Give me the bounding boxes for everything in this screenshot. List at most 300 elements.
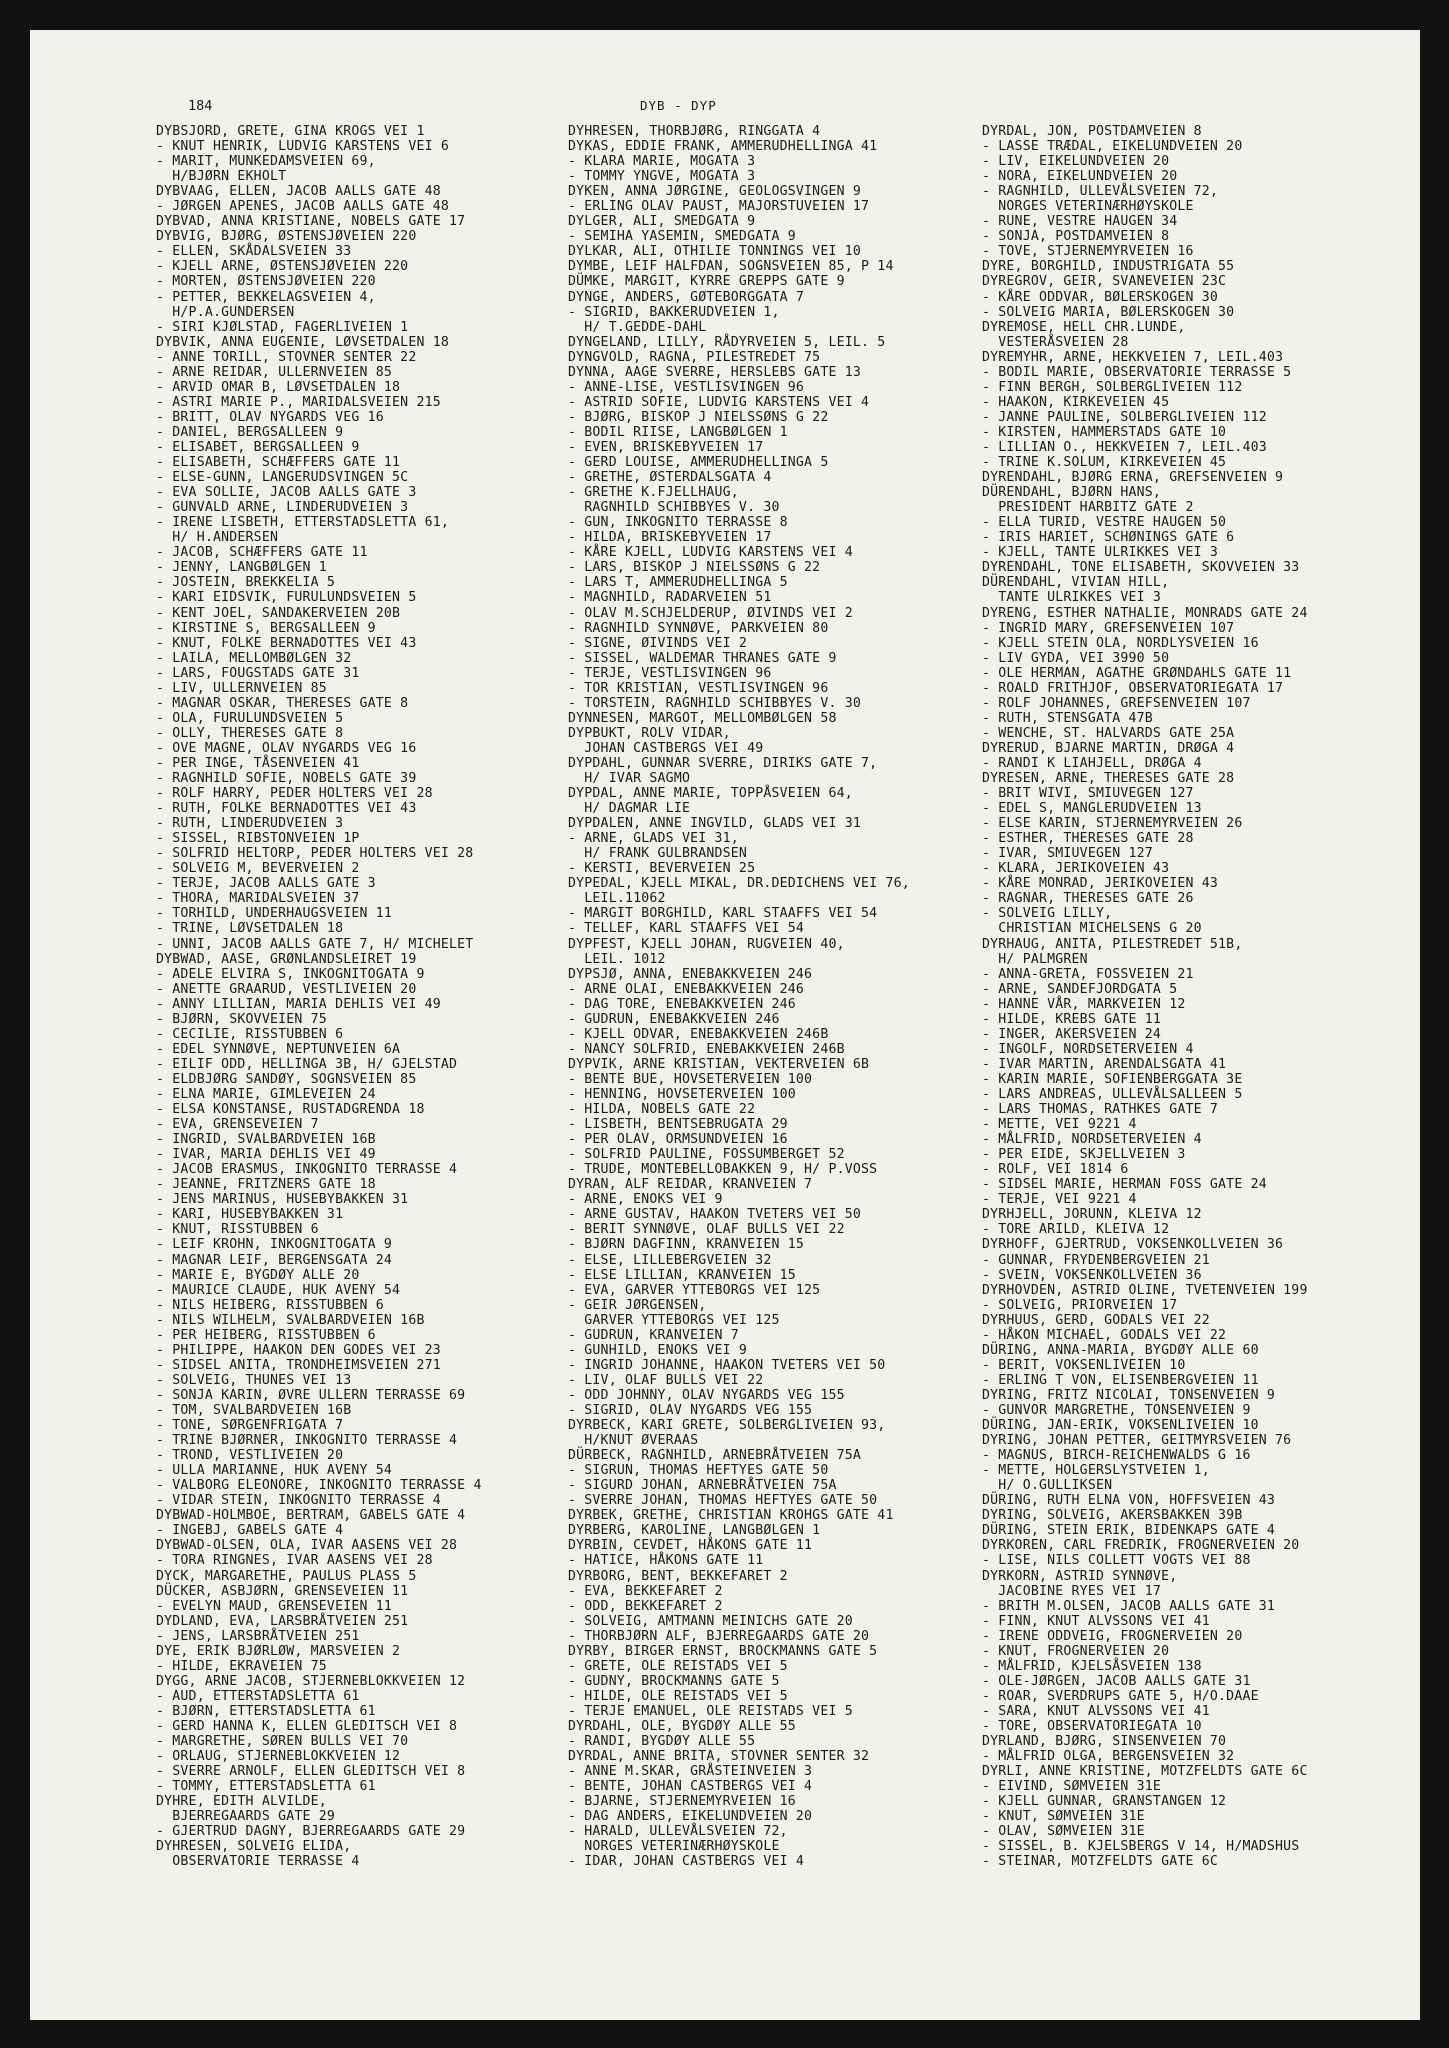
directory-entry: - DAG TORE, ENEBAKKVEIEN 246 — [568, 996, 796, 1012]
directory-entry: - EVA SOLLIE, JACOB AALLS GATE 3 — [156, 485, 417, 501]
directory-entry: DYMBE, LEIF HALFDAN, SOGNSVEIEN 85, P 14 — [568, 259, 894, 275]
directory-entry: - INGRID JOHANNE, HAAKON TVETERS VEI 50 — [568, 1357, 886, 1373]
directory-entry: - ARNE, ENOKS VEI 9 — [568, 1192, 723, 1208]
directory-entry: - SISSEL, RIBSTONVEIEN 1P — [156, 831, 360, 847]
directory-entry: - MAGNHILD, RADARVEIEN 51 — [568, 590, 772, 606]
directory-entry: - TERJE, JACOB AALLS GATE 3 — [156, 876, 376, 892]
directory-entry: - SONJA KARIN, ØVRE ULLERN TERRASSE 69 — [156, 1387, 466, 1403]
directory-entry: - BENTE BUE, HOVSETERVEIEN 100 — [568, 1071, 813, 1087]
directory-entry: - GRETE, OLE REISTADS VEI 5 — [568, 1658, 788, 1674]
directory-entry: DYBSJORD, GRETE, GINA KROGS VEI 1 — [156, 124, 425, 139]
directory-entry: - ELSE KARIN, STJERNEMYRVEIEN 26 — [982, 816, 1243, 832]
directory-entry: - KJELL ARNE, ØSTENSJØVEIEN 220 — [156, 259, 409, 275]
directory-entry: - TERJE, VEI 9221 4 — [982, 1192, 1137, 1208]
directory-entry: - MÅLFRID, NORDSETERVEIEN 4 — [982, 1132, 1202, 1148]
directory-entry: - BERIT, VOKSENLIVEIEN 10 — [982, 1357, 1186, 1373]
directory-entry: - KENT JOEL, SANDAKERVEIEN 20B — [156, 605, 401, 621]
directory-entry: - RUTH, LINDERUDVEIEN 3 — [156, 816, 344, 832]
directory-entry: DYPDALEN, ANNE INGVILD, GLADS VEI 31 — [568, 816, 862, 832]
directory-entry: - ARVID OMAR B, LØVSETDALEN 18 — [156, 379, 401, 395]
directory-entry: - BJØRN DAGFINN, KRANVEIEN 15 — [568, 1237, 805, 1253]
directory-entry: - OLLY, THERESES GATE 8 — [156, 725, 344, 741]
directory-entry: - IRENE LISBETH, ETTERSTADSLETTA 61, — [156, 515, 450, 531]
directory-entry: - PHILIPPE, HAAKON DEN GODES VEI 23 — [156, 1342, 441, 1358]
directory-entry: DYRENDAHL, TONE ELISABETH, SKOVVEIEN 33 — [982, 560, 1300, 576]
directory-entry: - ELSE, LILLEBERGVEIEN 32 — [568, 1252, 772, 1268]
directory-entry: DYRING, SOLVEIG, AKERSBAKKEN 39B — [982, 1508, 1243, 1524]
directory-entry: - NILS HEIBERG, RISSTUBBEN 6 — [156, 1297, 384, 1313]
directory-entry: - OLAV, SØMVEIEN 31E — [982, 1824, 1145, 1840]
directory-entry: H/ O.GULLIKSEN — [982, 1478, 1113, 1494]
directory-entry: - TORA RINGNES, IVAR AASENS VEI 28 — [156, 1553, 433, 1569]
directory-entry: - HILDE, KREBS GATE 11 — [982, 1011, 1162, 1027]
directory-entry: - OLA, FURULUNDSVEIEN 5 — [156, 710, 344, 726]
directory-entry: DYPVIK, ARNE KRISTIAN, VEKTERVEIEN 6B — [568, 1056, 870, 1072]
directory-entry: DYHRESEN, SOLVEIG ELIDA, — [156, 1839, 352, 1855]
directory-entry: - BJØRN, SKOVVEIEN 75 — [156, 1011, 327, 1027]
directory-entry: DYPEDAL, KJELL MIKAL, DR.DEDICHENS VEI 76, — [568, 876, 910, 892]
directory-entry: DYRENDAHL, BJØRG ERNA, GREFSENVEIEN 9 — [982, 470, 1284, 486]
directory-entry: - INGEBJ, GABELS GATE 4 — [156, 1523, 344, 1539]
directory-entry: DYNGE, ANDERS, GØTEBORGGATA 7 — [568, 289, 805, 305]
directory-entry: - MAGNAR OSKAR, THERESES GATE 8 — [156, 695, 409, 711]
directory-entry: - TOMMY, ETTERSTADSLETTA 61 — [156, 1779, 376, 1795]
directory-entry: - ELSE LILLIAN, KRANVEIEN 15 — [568, 1267, 796, 1283]
directory-entry: - BRITT, OLAV NYGARDS VEG 16 — [156, 409, 384, 425]
directory-entry: - BODIL MARIE, OBSERVATORIE TERRASSE 5 — [982, 364, 1292, 380]
directory-entry: - PER INGE, TÅSENVEIEN 41 — [156, 755, 360, 771]
directory-entry: - IRENE ODDVEIG, FROGNERVEIEN 20 — [982, 1628, 1243, 1644]
directory-entry: - KARI EIDSVIK, FURULUNDSVEIEN 5 — [156, 590, 417, 606]
directory-entry: - ROALD FRITHJOF, OBSERVATORIEGATA 17 — [982, 680, 1284, 696]
directory-entry: DYNNA, AAGE SVERRE, HERSLEBS GATE 13 — [568, 364, 862, 380]
directory-entry: - ARNE, GLADS VEI 31, — [568, 831, 739, 847]
directory-entry: - TERJE, VESTLISVINGEN 96 — [568, 665, 772, 681]
directory-entry: - TORE, OBSERVATORIEGATA 10 — [982, 1718, 1202, 1734]
directory-entry: - GRETHE K.FJELLHAUG, — [568, 485, 739, 501]
directory-entry: - HILDA, BRISKEBYVEIEN 17 — [568, 530, 772, 546]
directory-entry: DYRDAL, ANNE BRITA, STOVNER SENTER 32 — [568, 1749, 870, 1765]
directory-entry: - KNUT, RISSTUBBEN 6 — [156, 1222, 319, 1238]
directory-entry: - HILDA, NOBELS GATE 22 — [568, 1102, 756, 1118]
directory-entry: - ELISABETH, SCHÆFFERS GATE 11 — [156, 455, 401, 471]
directory-entry: - TOVE, STJERNEMYRVEIEN 16 — [982, 244, 1194, 260]
directory-entry: - TELLEF, KARL STAAFFS VEI 54 — [568, 921, 805, 937]
directory-entry: DYRING, JOHAN PETTER, GEITMYRSVEIEN 76 — [982, 1433, 1292, 1449]
directory-entry: - MARIE E, BYGDØY ALLE 20 — [156, 1267, 360, 1283]
directory-entry: DYRHOVDEN, ASTRID OLINE, TVETENVEIEN 199 — [982, 1282, 1308, 1298]
directory-entry: RAGNHILD SCHIBBYES V. 30 — [568, 500, 780, 516]
directory-entry: H/ FRANK GULBRANDSEN — [568, 846, 748, 862]
directory-entry: H/ H.ANDERSEN — [156, 530, 279, 546]
directory-entry: DYPSJØ, ANNA, ENEBAKKVEIEN 246 — [568, 966, 813, 982]
directory-entry: - SOLFRID HELTORP, PEDER HOLTERS VEI 28 — [156, 846, 474, 862]
directory-entry: - EDEL S, MANGLERUDVEIEN 13 — [982, 801, 1202, 817]
directory-entry: LEIL. 1012 — [568, 951, 666, 967]
directory-column-3 — [982, 124, 1420, 1869]
directory-entry: DYRDAHL, OLE, BYGDØY ALLE 55 — [568, 1718, 796, 1734]
directory-entry: - TRINE K.SOLUM, KIRKEVEIEN 45 — [982, 455, 1227, 471]
directory-entry: - MARIT, MUNKEDAMSVEIEN 69, — [156, 154, 376, 170]
directory-entry: - HARALD, ULLEVÅLSVEIEN 72, — [568, 1824, 788, 1840]
directory-entry: - ANNA-GRETA, FOSSVEIEN 21 — [982, 966, 1194, 982]
directory-entry: DYRHJELL, JORUNN, KLEIVA 12 — [982, 1207, 1202, 1223]
directory-entry: - ARNE, SANDEFJORDGATA 5 — [982, 981, 1178, 997]
directory-entry: - RUTH, FOLKE BERNADOTTES VEI 43 — [156, 801, 417, 817]
directory-entry: - RUTH, STENSGATA 47B — [982, 710, 1153, 726]
directory-entry: - IVAR, MARIA DEHLIS VEI 49 — [156, 1147, 376, 1163]
directory-entry: - LISE, NILS COLLETT VOGTS VEI 88 — [982, 1553, 1251, 1569]
directory-entry: - GERD LOUISE, AMMERUDHELLINGA 5 — [568, 455, 829, 471]
directory-entry: - RAGNHILD SOFIE, NOBELS GATE 39 — [156, 771, 417, 787]
directory-entry: - INGRID MARY, GREFSENVEIEN 107 — [982, 620, 1235, 636]
directory-entry: - BENTE, JOHAN CASTBERGS VEI 4 — [568, 1779, 813, 1795]
directory-entry: - GUNVALD ARNE, LINDERUDVEIEN 3 — [156, 500, 409, 516]
directory-entry: - JACOB, SCHÆFFERS GATE 11 — [156, 545, 368, 561]
directory-entry: - KJELL GUNNAR, GRANSTANGEN 12 — [982, 1794, 1227, 1810]
directory-entry: - SIGRID, OLAV NYGARDS VEG 155 — [568, 1402, 813, 1418]
directory-entry: - EVELYN MAUD, GRENSEVEIEN 11 — [156, 1598, 393, 1614]
directory-entry: - BJØRN, ETTERSTADSLETTA 61 — [156, 1703, 376, 1719]
directory-entry: - KARIN MARIE, SOFIENBERGGATA 3E — [982, 1071, 1243, 1087]
directory-entry: - KJELL STEIN OLA, NORDLYSVEIEN 16 — [982, 635, 1259, 651]
directory-entry: - GRETHE, ØSTERDALSGATA 4 — [568, 470, 772, 486]
directory-entry: - SIGNE, ØIVINDS VEI 2 — [568, 635, 748, 651]
directory-entry: - RUNE, VESTRE HAUGEN 34 — [982, 214, 1178, 230]
directory-entry: - IVAR, SMIUVEGEN 127 — [982, 846, 1153, 862]
directory-entry: - KNUT, FROGNERVEIEN 20 — [982, 1643, 1170, 1659]
directory-entry: - GEIR JØRGENSEN, — [568, 1297, 707, 1313]
directory-entry: - ELSA KONSTANSE, RUSTADGRENDA 18 — [156, 1102, 425, 1118]
directory-entry: - SIDSEL ANITA, TRONDHEIMSVEIEN 271 — [156, 1357, 441, 1373]
directory-entry: CHRISTIAN MICHELSENS G 20 — [982, 921, 1202, 937]
directory-entry: - ERLING OLAV PAUST, MAJORSTUVEIEN 17 — [568, 199, 870, 215]
directory-entry: - STEINAR, MOTZFELDTS GATE 6C — [982, 1854, 1219, 1870]
directory-entry: - ERLING T VON, ELISENBERGVEIEN 11 — [982, 1372, 1259, 1388]
directory-entry: - SOLVEIG M, BEVERVEIEN 2 — [156, 861, 360, 877]
directory-entry: - ANNY LILLIAN, MARIA DEHLIS VEI 49 — [156, 996, 441, 1012]
directory-entry: DYRING, FRITZ NICOLAI, TONSENVEIEN 9 — [982, 1387, 1276, 1403]
directory-entry: DYRENG, ESTHER NATHALIE, MONRADS GATE 24 — [982, 605, 1308, 621]
directory-entry: - RANDI, BYGDØY ALLE 55 — [568, 1734, 756, 1750]
directory-entry: - GUDNY, BROCKMANNS GATE 5 — [568, 1673, 780, 1689]
directory-entry: - LARS T, AMMERUDHELLINGA 5 — [568, 575, 788, 591]
directory-entry: - METTE, VEI 9221 4 — [982, 1117, 1137, 1133]
directory-entry: DÜRING, ANNA-MARIA, BYGDØY ALLE 60 — [982, 1342, 1259, 1358]
directory-entry: - OLE HERMAN, AGATHE GRØNDAHLS GATE 11 — [982, 665, 1292, 681]
directory-entry: DÜRING, STEIN ERIK, BIDENKAPS GATE 4 — [982, 1523, 1276, 1539]
directory-entry: DÜMKE, MARGIT, KYRRE GREPPS GATE 9 — [568, 274, 845, 290]
page-number: 184 — [188, 98, 213, 114]
directory-entry: - SOLVEIG LILLY, — [982, 906, 1113, 922]
directory-entry: DYNGELAND, LILLY, RÅDYRVEIEN 5, LEIL. 5 — [568, 334, 886, 350]
directory-entry: - KJELL, TANTE ULRIKKES VEI 3 — [982, 545, 1219, 561]
directory-entry: OBSERVATORIE TERRASSE 4 — [156, 1854, 360, 1870]
directory-entry: - KNUT HENRIK, LUDVIG KARSTENS VEI 6 — [156, 139, 450, 155]
directory-entry: DYBVIK, ANNA EUGENIE, LØVSETDALEN 18 — [156, 334, 450, 350]
directory-entry: - SVEIN, VOKSENKOLLVEIEN 36 — [982, 1267, 1202, 1283]
directory-entry: - THORA, MARIDALSVEIEN 37 — [156, 891, 360, 907]
directory-entry: - ORLAUG, STJERNEBLOKKVEIEN 12 — [156, 1749, 401, 1765]
directory-entry: JACOBINE RYES VEI 17 — [982, 1583, 1162, 1599]
directory-entry: - SOLVEIG, PRIORVEIEN 17 — [982, 1297, 1178, 1313]
directory-entry: H/ T.GEDDE-DAHL — [568, 319, 707, 335]
directory-entry: - NILS WILHELM, SVALBARDVEIEN 16B — [156, 1312, 425, 1328]
directory-entry: DYBWAD-HOLMBOE, BERTRAM, GABELS GATE 4 — [156, 1508, 466, 1524]
directory-entry: NORGES VETERINÆRHØYSKOLE — [568, 1839, 780, 1855]
directory-entry: - BERIT SYNNØVE, OLAF BULLS VEI 22 — [568, 1222, 845, 1238]
directory-entry: - OLE-JØRGEN, JACOB AALLS GATE 31 — [982, 1673, 1251, 1689]
directory-entry: - ASTRID SOFIE, LUDVIG KARSTENS VEI 4 — [568, 394, 870, 410]
directory-entry: H/KNUT ØVERAAS — [568, 1433, 699, 1449]
directory-entry: - MÅLFRID, KJELSÅSVEIEN 138 — [982, 1658, 1202, 1674]
directory-entry: - GJERTRUD DAGNY, BJERREGAARDS GATE 29 — [156, 1824, 466, 1840]
directory-entry: - GUNVOR MARGRETHE, TONSENVEIEN 9 — [982, 1402, 1251, 1418]
directory-entry: DYRERUD, BJARNE MARTIN, DRØGA 4 — [982, 740, 1235, 756]
directory-entry: H/P.A.GUNDERSEN — [156, 304, 295, 320]
directory-entry: - TRINE, LØVSETDALEN 18 — [156, 921, 344, 937]
directory-entry: - KERSTI, BEVERVEIEN 25 — [568, 861, 756, 877]
directory-entry: - ARNE OLAI, ENEBAKKVEIEN 246 — [568, 981, 805, 997]
directory-entry: - ODD, BEKKEFARET 2 — [568, 1598, 723, 1614]
directory-entry: DYRBECK, KARI GRETE, SOLBERGLIVEIEN 93, — [568, 1418, 886, 1434]
directory-entry: - EVA, GARVER YTTEBORGS VEI 125 — [568, 1282, 821, 1298]
directory-entry: - AUD, ETTERSTADSLETTA 61 — [156, 1688, 360, 1704]
directory-entry: - KÅRE KJELL, LUDVIG KARSTENS VEI 4 — [568, 545, 853, 561]
directory-entry: - NANCY SOLFRID, ENEBAKKVEIEN 246B — [568, 1041, 845, 1057]
directory-entry: GARVER YTTEBORGS VEI 125 — [568, 1312, 780, 1328]
directory-entry: - GUNHILD, ENOKS VEI 9 — [568, 1342, 748, 1358]
directory-entry: - MAURICE CLAUDE, HUK AVENY 54 — [156, 1282, 401, 1298]
directory-entry: DYDLAND, EVA, LARSBRÅTVEIEN 251 — [156, 1613, 409, 1629]
directory-entry: - KNUT, FOLKE BERNADOTTES VEI 43 — [156, 635, 417, 651]
directory-entry: - SIGRUN, THOMAS HEFTYES GATE 50 — [568, 1463, 829, 1479]
directory-entry: - ARNE REIDAR, ULLERNVEIEN 85 — [156, 364, 393, 380]
directory-entry: - SARA, KNUT ALVSSONS VEI 41 — [982, 1703, 1210, 1719]
directory-entry: - SVERRE ARNOLF, ELLEN GLEDITSCH VEI 8 — [156, 1764, 466, 1780]
directory-entry: - PETTER, BEKKELAGSVEIEN 4, — [156, 289, 376, 305]
directory-entry: DYGG, ARNE JACOB, STJERNEBLOKKVEIEN 12 — [156, 1673, 466, 1689]
directory-entry: TANTE ULRIKKES VEI 3 — [982, 590, 1162, 606]
directory-entry: DYRBIN, CEVDET, HÅKONS GATE 11 — [568, 1538, 813, 1554]
directory-entry: - HÅKON MICHAEL, GODALS VEI 22 — [982, 1327, 1227, 1343]
directory-entry: - IDAR, JOHAN CASTBERGS VEI 4 — [568, 1854, 805, 1870]
directory-entry: DYBVAD, ANNA KRISTIANE, NOBELS GATE 17 — [156, 214, 466, 230]
directory-entry: DYPDAHL, GUNNAR SVERRE, DIRIKS GATE 7, — [568, 755, 878, 771]
directory-page — [30, 30, 1420, 2020]
directory-entry: - LIV, ULLERNVEIEN 85 — [156, 680, 327, 696]
directory-entry: - MÅLFRID OLGA, BERGENSVEIEN 32 — [982, 1749, 1235, 1765]
directory-entry: - ASTRI MARIE P., MARIDALSVEIEN 215 — [156, 394, 441, 410]
directory-entry: - LIV, OLAF BULLS VEI 22 — [568, 1372, 764, 1388]
directory-entry: - ELDBJØRG SANDØY, SOGNSVEIEN 85 — [156, 1071, 417, 1087]
directory-entry: - RAGNAR, THERESES GATE 26 — [982, 891, 1194, 907]
directory-entry: DYKAS, EDDIE FRANK, AMMERUDHELLINGA 41 — [568, 139, 878, 155]
directory-entry: - ANNE M.SKAR, GRÅSTEINVEIEN 3 — [568, 1764, 813, 1780]
directory-entry: DYRLAND, BJØRG, SINSENVEIEN 70 — [982, 1734, 1227, 1750]
directory-entry: DYRHUUS, GERD, GODALS VEI 22 — [982, 1312, 1210, 1328]
directory-entry: - BJARNE, STJERNEMYRVEIEN 16 — [568, 1794, 796, 1810]
directory-entry: - SIDSEL MARIE, HERMAN FOSS GATE 24 — [982, 1177, 1267, 1193]
directory-entry: DYRKORN, ASTRID SYNNØVE, — [982, 1568, 1178, 1584]
directory-entry: H/ PALMGREN — [982, 951, 1088, 967]
directory-entry: - EVA, GRENSEVEIEN 7 — [156, 1117, 319, 1133]
directory-entry: - PER OLAV, ORMSUNDVEIEN 16 — [568, 1132, 788, 1148]
directory-entry: - ROLF JOHANNES, GREFSENVEIEN 107 — [982, 695, 1251, 711]
directory-entry: - ARNE GUSTAV, HAAKON TVETERS VEI 50 — [568, 1207, 862, 1223]
directory-entry: - KÅRE MONRAD, JERIKOVEIEN 43 — [982, 876, 1219, 892]
directory-entry: DYNNESEN, MARGOT, MELLOMBØLGEN 58 — [568, 710, 837, 726]
directory-entry: DYRBERG, KAROLINE, LANGBØLGEN 1 — [568, 1523, 821, 1539]
directory-entry: BJERREGAARDS GATE 29 — [156, 1809, 336, 1825]
directory-entry: - LEIF KROHN, INKOGNITOGATA 9 — [156, 1237, 393, 1253]
directory-entry: DYRBEK, GRETHE, CHRISTIAN KROHGS GATE 41 — [568, 1508, 894, 1524]
directory-entry: - LISBETH, BENTSEBRUGATA 29 — [568, 1117, 788, 1133]
directory-entry: - HATICE, HÅKONS GATE 11 — [568, 1553, 764, 1569]
directory-entry: - IVAR MARTIN, ARENDALSGATA 41 — [982, 1056, 1227, 1072]
directory-entry: - ELNA MARIE, GIMLEVEIEN 24 — [156, 1087, 376, 1102]
directory-entry: - LARS ANDREAS, ULLEVÅLSALLEEN 5 — [982, 1087, 1243, 1102]
directory-entry: DYPDAL, ANNE MARIE, TOPPÅSVEIEN 64, — [568, 786, 853, 802]
directory-entry: - GUDRUN, ENEBAKKVEIEN 246 — [568, 1011, 780, 1027]
directory-entry: - SISSEL, WALDEMAR THRANES GATE 9 — [568, 650, 837, 666]
directory-entry: DYLKAR, ALI, OTHILIE TONNINGS VEI 10 — [568, 244, 862, 260]
directory-entry: - JENS MARINUS, HUSEBYBAKKEN 31 — [156, 1192, 409, 1208]
directory-entry: - OLAV M.SCHJELDERUP, ØIVINDS VEI 2 — [568, 605, 853, 621]
directory-entry: - UNNI, JACOB AALLS GATE 7, H/ MICHELET — [156, 936, 474, 952]
directory-entry: - NORA, EIKELUNDVEIEN 20 — [982, 169, 1178, 185]
directory-entry: - KJELL ODVAR, ENEBAKKVEIEN 246B — [568, 1026, 829, 1042]
directory-entry: - OVE MAGNE, OLAV NYGARDS VEG 16 — [156, 740, 417, 756]
directory-entry: - KÅRE ODDVAR, BØLERSKOGEN 30 — [982, 289, 1219, 305]
directory-entry: - SOLVEIG MARIA, BØLERSKOGEN 30 — [982, 304, 1235, 320]
directory-entry: - IRIS HARIET, SCHØNINGS GATE 6 — [982, 530, 1235, 546]
directory-entry: - HENNING, HOVSETERVEIEN 100 — [568, 1087, 796, 1102]
directory-entry: - METTE, HOLGERSLYSTVEIEN 1, — [982, 1463, 1210, 1479]
directory-entry: - INGRID, SVALBARDVEIEN 16B — [156, 1132, 376, 1148]
directory-entry: DYRLI, ANNE KRISTINE, MOTZFELDTS GATE 6C — [982, 1764, 1308, 1780]
directory-entry: - LIV GYDA, VEI 3990 50 — [982, 650, 1170, 666]
directory-entry: - SOLVEIG, AMTMANN MEINICHS GATE 20 — [568, 1613, 853, 1629]
directory-entry: - SOLVEIG, THUNES VEI 13 — [156, 1372, 352, 1388]
directory-entry: - JENS, LARSBRÅTVEIEN 251 — [156, 1628, 360, 1644]
directory-entry: - LARS THOMAS, RATHKES GATE 7 — [982, 1102, 1219, 1118]
directory-entry: - TORE ARILD, KLEIVA 12 — [982, 1222, 1170, 1238]
directory-entry: - ADELE ELVIRA S, INKOGNITOGATA 9 — [156, 966, 425, 982]
directory-entry: - GUDRUN, KRANVEIEN 7 — [568, 1327, 739, 1343]
directory-entry: - MORTEN, ØSTENSJØVEIEN 220 — [156, 274, 376, 290]
directory-entry: DÜRING, JAN-ERIK, VOKSENLIVEIEN 10 — [982, 1418, 1259, 1434]
directory-entry: - GUNNAR, FRYDENBERGVEIEN 21 — [982, 1252, 1210, 1268]
directory-entry: - HILDE, OLE REISTADS VEI 5 — [568, 1688, 788, 1704]
directory-entry: - SISSEL, B. KJELSBERGS V 14, H/MADSHUS — [982, 1839, 1300, 1855]
directory-entry: DYBWAD, AASE, GRØNLANDSLEIRET 19 — [156, 951, 417, 967]
directory-entry: - KARI, HUSEBYBAKKEN 31 — [156, 1207, 344, 1223]
directory-entry: - RAGNHILD, ULLEVÅLSVEIEN 72, — [982, 184, 1219, 200]
directory-entry: - TRINE BJØRNER, INKOGNITO TERRASSE 4 — [156, 1433, 458, 1449]
directory-entry: - PER HEIBERG, RISSTUBBEN 6 — [156, 1327, 376, 1343]
directory-entry: - DANIEL, BERGSALLEEN 9 — [156, 424, 344, 440]
directory-entry: - SEMIHA YASEMIN, SMEDGATA 9 — [568, 229, 796, 245]
directory-entry: DYKEN, ANNA JØRGINE, GEOLOGSVINGEN 9 — [568, 184, 862, 200]
directory-entry: - JØRGEN APENES, JACOB AALLS GATE 48 — [156, 199, 450, 215]
directory-entry: PRESIDENT HARBITZ GATE 2 — [982, 500, 1194, 516]
directory-entry: - JENNY, LANGBØLGEN 1 — [156, 560, 327, 576]
directory-entry: - LASSE TRÆDAL, EIKELUNDVEIEN 20 — [982, 139, 1243, 155]
directory-entry: - ROAR, SVERDRUPS GATE 5, H/O.DAAE — [982, 1688, 1259, 1704]
directory-entry: - CECILIE, RISSTUBBEN 6 — [156, 1026, 344, 1042]
directory-entry: NORGES VETERINÆRHØYSKOLE — [982, 199, 1194, 215]
directory-entry: DYRE, BORGHILD, INDUSTRIGATA 55 — [982, 259, 1235, 275]
directory-entry: - EIVIND, SØMVEIEN 31E — [982, 1779, 1162, 1795]
directory-entry: - BJØRG, BISKOP J NIELSSØNS G 22 — [568, 409, 829, 425]
directory-entry: JOHAN CASTBERGS VEI 49 — [568, 740, 764, 756]
directory-entry: - ESTHER, THERESES GATE 28 — [982, 831, 1194, 847]
directory-entry: - KLARA MARIE, MOGATA 3 — [568, 154, 756, 170]
directory-entry: DYRKOREN, CARL FREDRIK, FROGNERVEIEN 20 — [982, 1538, 1300, 1554]
directory-entry: DYRHOFF, GJERTRUD, VOKSENKOLLVEIEN 36 — [982, 1237, 1284, 1253]
directory-entry: - KNUT, SØMVEIEN 31E — [982, 1809, 1145, 1825]
directory-entry: - WENCHE, ST. HALVARDS GATE 25A — [982, 725, 1235, 741]
directory-entry: - PER EIDE, SKJELLVEIEN 3 — [982, 1147, 1186, 1163]
directory-entry: DYNGVOLD, RAGNA, PILESTREDET 75 — [568, 349, 821, 365]
directory-entry: - KIRSTEN, HAMMERSTADS GATE 10 — [982, 424, 1227, 440]
directory-entry: - SOLFRID PAULINE, FOSSUMBERGET 52 — [568, 1147, 845, 1163]
directory-entry: DÜRENDAHL, BJØRN HANS, — [982, 485, 1162, 501]
directory-entry: - JANNE PAULINE, SOLBERGLIVEIEN 112 — [982, 409, 1267, 425]
directory-entry: - GUN, INKOGNITO TERRASSE 8 — [568, 515, 788, 531]
directory-entry: - EILIF ODD, HELLINGA 3B, H/ GJELSTAD — [156, 1056, 458, 1072]
directory-entry: - VALBORG ELEONORE, INKOGNITO TERRASSE 4 — [156, 1478, 482, 1494]
directory-entry: - BODIL RIISE, LANGBØLGEN 1 — [568, 424, 788, 440]
directory-entry: - SONJA, POSTDAMVEIEN 8 — [982, 229, 1170, 245]
directory-entry: - TERJE EMANUEL, OLE REISTADS VEI 5 — [568, 1703, 853, 1719]
directory-entry: - TOR KRISTIAN, VESTLISVINGEN 96 — [568, 680, 829, 696]
directory-entry: DYREGROV, GEIR, SVANEVEIEN 23C — [982, 274, 1227, 290]
directory-entry: - TRUDE, MONTEBELLOBAKKEN 9, H/ P.VOSS — [568, 1162, 878, 1178]
directory-entry: H/ IVAR SAGMO — [568, 771, 691, 787]
directory-entry: - ROLF HARRY, PEDER HOLTERS VEI 28 — [156, 786, 433, 802]
directory-entry: DYRHAUG, ANITA, PILESTREDET 51B, — [982, 936, 1243, 952]
directory-entry: - MAGNUS, BIRCH-REICHENWALDS G 16 — [982, 1448, 1251, 1464]
directory-entry: - ULLA MARIANNE, HUK AVENY 54 — [156, 1463, 393, 1479]
page-header — [30, 98, 1420, 118]
running-head: DYB - DYP — [640, 98, 717, 113]
directory-column-1 — [156, 124, 606, 1869]
directory-entry: - MAGNAR LEIF, BERGENSGATA 24 — [156, 1252, 393, 1268]
directory-entry: DYLGER, ALI, SMEDGATA 9 — [568, 214, 756, 230]
directory-entry: - KLARA, JERIKOVEIEN 43 — [982, 861, 1170, 877]
directory-entry: DYBWAD-OLSEN, OLA, IVAR AASENS VEI 28 — [156, 1538, 458, 1554]
directory-entry: DYRESEN, ARNE, THERESES GATE 28 — [982, 771, 1235, 787]
directory-entry: DYBVAAG, ELLEN, JACOB AALLS GATE 48 — [156, 184, 441, 200]
directory-entry: - JOSTEIN, BREKKELIA 5 — [156, 575, 336, 591]
directory-entry: - EDEL SYNNØVE, NEPTUNVEIEN 6A — [156, 1041, 401, 1057]
directory-entry: DYE, ERIK BJØRLØW, MARSVEIEN 2 — [156, 1643, 401, 1659]
directory-entry: LEIL.11062 — [568, 891, 666, 907]
directory-entry: - RANDI K LIAHJELL, DRØGA 4 — [982, 755, 1202, 771]
directory-entry: - ELSE-GUNN, LANGERUDSVINGEN 5C — [156, 470, 409, 486]
directory-entry: - SIRI KJØLSTAD, FAGERLIVEIEN 1 — [156, 319, 409, 335]
directory-entry: - JACOB ERASMUS, INKOGNITO TERRASSE 4 — [156, 1162, 458, 1178]
directory-entry: - ELISABET, BERGSALLEEN 9 — [156, 439, 360, 455]
directory-entry: - HANNE VÅR, MARKVEIEN 12 — [982, 996, 1186, 1012]
directory-entry: - HAAKON, KIRKEVEIEN 45 — [982, 394, 1170, 410]
directory-entry: - ANNE TORILL, STOVNER SENTER 22 — [156, 349, 417, 365]
directory-entry: - TORHILD, UNDERHAUGSVEIEN 11 — [156, 906, 393, 922]
directory-entry: - BRIT WIVI, SMIUVEGEN 127 — [982, 786, 1194, 802]
directory-entry: H/ DAGMAR LIE — [568, 801, 691, 817]
